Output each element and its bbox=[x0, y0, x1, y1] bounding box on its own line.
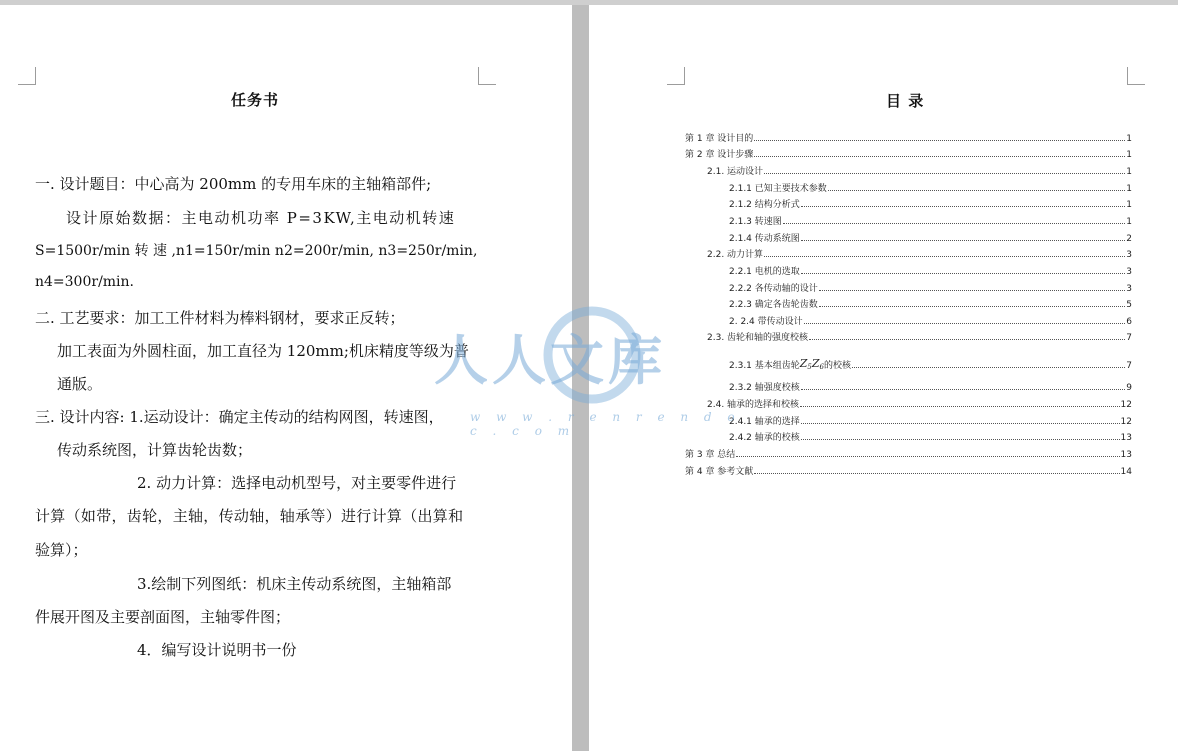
crop-mark-top-right bbox=[1127, 67, 1145, 85]
toc-entry[interactable] bbox=[729, 313, 1132, 327]
toc-dot-leader bbox=[754, 156, 1125, 157]
body-line-13: 3.绘制下列图纸：机床主传动系统图，主轴箱部 bbox=[137, 575, 452, 593]
formula-s2: 6 bbox=[819, 363, 825, 371]
toc-entry[interactable] bbox=[729, 351, 1132, 371]
toc-entry[interactable] bbox=[729, 213, 1132, 227]
body-line-14: 件展开图及主要剖面图，主轴零件图； bbox=[35, 608, 291, 626]
toc-entry-text: 2.2.2 各传动轴的设计 bbox=[729, 284, 818, 294]
toc-page-number: 1 bbox=[1126, 200, 1132, 210]
body-line-12: 验算）； bbox=[35, 541, 88, 559]
toc-dot-leader bbox=[819, 306, 1126, 307]
toc-entry[interactable] bbox=[685, 146, 1132, 160]
crop-mark-top-left bbox=[667, 67, 685, 85]
toc-dot-leader bbox=[801, 389, 1126, 390]
toc-entry-text: 第 3 章 总结 bbox=[685, 450, 736, 460]
body-line-10: 2. 动力计算：选择电动机型号，对主要零件进行 bbox=[137, 474, 457, 492]
toc-page-number: 6 bbox=[1126, 317, 1132, 327]
toc-entry[interactable] bbox=[685, 463, 1132, 477]
toc-entry[interactable] bbox=[729, 230, 1132, 244]
toc-dot-leader bbox=[801, 273, 1126, 274]
body-line-2: 设计原始数据：主电动机功率 P=3KW,主电动机转速 bbox=[66, 209, 456, 227]
toc-page-number: 7 bbox=[1126, 333, 1132, 343]
toc-dot-leader bbox=[801, 206, 1126, 207]
toc-dot-leader bbox=[800, 406, 1120, 407]
toc-page-number: 9 bbox=[1126, 383, 1132, 393]
body-line-8: 三. 设计内容: 1.运动设计：确定主传动的结构网图，转速图， bbox=[35, 408, 444, 426]
toc-entry-text: 2.4.2 轴承的校核 bbox=[729, 433, 800, 443]
toc-entry[interactable] bbox=[729, 429, 1132, 443]
formula-s1: 5 bbox=[807, 363, 812, 371]
toc-entry-text: 2.2.3 确定各齿轮齿数 bbox=[729, 300, 818, 310]
toc-page-number: 1 bbox=[1126, 167, 1132, 177]
toc-title: 目 录 bbox=[886, 92, 925, 110]
toc-entry[interactable] bbox=[707, 396, 1132, 410]
formula-z2: Z bbox=[811, 357, 820, 370]
toc-page-number: 1 bbox=[1126, 150, 1132, 160]
body-line-4: n4=300r/min. bbox=[35, 274, 135, 290]
toc-entry-text: 2.3.2 轴强度校核 bbox=[729, 383, 800, 393]
toc-page-number: 1 bbox=[1126, 217, 1132, 227]
body-line-15: 4．编写设计说明书一份 bbox=[137, 641, 297, 659]
toc-dot-leader bbox=[852, 367, 1125, 368]
toc-page-number: 12 bbox=[1120, 417, 1132, 427]
body-line-7: 通版。 bbox=[57, 375, 103, 393]
toc-entry[interactable] bbox=[707, 329, 1132, 343]
toc-entry-text: 2.1.4 传动系统图 bbox=[729, 234, 800, 244]
toc-entry-suffix: 的校核 bbox=[824, 361, 852, 371]
toc-dot-leader bbox=[754, 473, 1119, 474]
toc-entry-text: 2. 2.4 带传动设计 bbox=[729, 317, 803, 327]
watermark-url: w w w . r e n r e n d o c . c o m bbox=[470, 410, 741, 438]
toc-page-number: 5 bbox=[1126, 300, 1132, 310]
body-line-3: S=1500r/min 转 速 ,n1=150r/min n2=200r/min, n3=250r/min, bbox=[35, 243, 478, 259]
toc-dot-leader bbox=[809, 339, 1125, 340]
body-line-11: 计算（如带，齿轮，主轴，传动轴，轴承等）进行计算（出算和 bbox=[35, 507, 464, 525]
toc-page-number: 14 bbox=[1120, 467, 1132, 477]
toc-entry[interactable] bbox=[729, 296, 1132, 310]
toc-dot-leader bbox=[764, 256, 1125, 257]
page-gutter bbox=[572, 5, 589, 751]
toc-dot-leader bbox=[764, 173, 1125, 174]
toc-dot-leader bbox=[801, 423, 1120, 424]
toc-entry[interactable] bbox=[707, 163, 1132, 177]
crop-mark-top-right bbox=[478, 67, 496, 85]
toc-dot-leader bbox=[801, 439, 1120, 440]
toc-entry[interactable] bbox=[729, 263, 1132, 277]
left-document-page bbox=[0, 5, 572, 751]
toc-page-number: 13 bbox=[1120, 433, 1132, 443]
toc-dot-leader bbox=[819, 290, 1126, 291]
toc-entry-text: 2.3.1 基本组齿轮 bbox=[729, 361, 800, 371]
toc-entry[interactable] bbox=[729, 280, 1132, 294]
toc-entry-text: 2.3. 齿轮和轴的强度校核 bbox=[707, 333, 809, 343]
toc-page-number: 13 bbox=[1120, 450, 1132, 460]
toc-entry[interactable] bbox=[685, 446, 1132, 460]
toc-dot-leader bbox=[736, 456, 1119, 457]
toc-entry[interactable] bbox=[707, 246, 1132, 260]
toc-entry-text: 2.1.1 已知主要技术参数 bbox=[729, 184, 827, 194]
formula-z1: Z bbox=[799, 357, 808, 370]
toc-entry[interactable] bbox=[685, 130, 1132, 144]
toc-entry-text: 2.4. 轴承的选择和校核 bbox=[707, 400, 800, 410]
toc-dot-leader bbox=[754, 140, 1125, 141]
toc-entry[interactable] bbox=[729, 196, 1132, 210]
right-document-page bbox=[589, 5, 1178, 751]
toc-dot-leader bbox=[828, 190, 1126, 191]
toc-entry-text: 2.2. 动力计算 bbox=[707, 250, 764, 260]
toc-entry-text: 2.1.2 结构分析式 bbox=[729, 200, 800, 210]
toc-page-number: 12 bbox=[1120, 400, 1132, 410]
body-line-5: 二. 工艺要求：加工工件材料为棒料钢材，要求正反转； bbox=[35, 309, 405, 327]
toc-entry-text: 2.4.1 轴承的选择 bbox=[729, 417, 800, 427]
body-line-1: 一. 设计题目：中心高为 200mm 的专用车床的主轴箱部件; bbox=[35, 175, 432, 193]
toc-dot-leader bbox=[783, 223, 1126, 224]
toc-page-number: 3 bbox=[1126, 250, 1132, 260]
toc-page-number: 2 bbox=[1126, 234, 1132, 244]
toc-entry-text: 第 1 章 设计目的 bbox=[685, 134, 754, 144]
crop-mark-top-left bbox=[18, 67, 36, 85]
task-book-title: 任务书 bbox=[231, 91, 280, 109]
toc-page-number: 3 bbox=[1126, 284, 1132, 294]
toc-entry-text: 2.1.3 转速图 bbox=[729, 217, 782, 227]
toc-entry-text: 第 4 章 参考文献 bbox=[685, 467, 754, 477]
toc-page-number: 3 bbox=[1126, 267, 1132, 277]
toc-page-number: 7 bbox=[1126, 361, 1132, 371]
toc-entry-text: 2.1. 运动设计 bbox=[707, 167, 764, 177]
toc-page-number: 1 bbox=[1126, 134, 1132, 144]
gear-formula bbox=[800, 357, 824, 371]
toc-dot-leader bbox=[801, 240, 1126, 241]
toc-entry-text: 2.2.1 电机的选取 bbox=[729, 267, 800, 277]
toc-dot-leader bbox=[804, 323, 1126, 324]
toc-entry[interactable] bbox=[729, 379, 1132, 393]
body-line-6: 加工表面为外圆柱面，加工直径为 120mm;机床精度等级为普 bbox=[57, 342, 469, 360]
toc-entry[interactable] bbox=[729, 180, 1132, 194]
watermark-text: 人人文库 bbox=[434, 329, 666, 392]
toc-entry[interactable] bbox=[729, 413, 1132, 427]
toc-page-number: 1 bbox=[1126, 184, 1132, 194]
toc-entry-text: 第 2 章 设计步骤 bbox=[685, 150, 754, 160]
body-line-9: 传动系统图，计算齿轮齿数； bbox=[57, 441, 253, 459]
